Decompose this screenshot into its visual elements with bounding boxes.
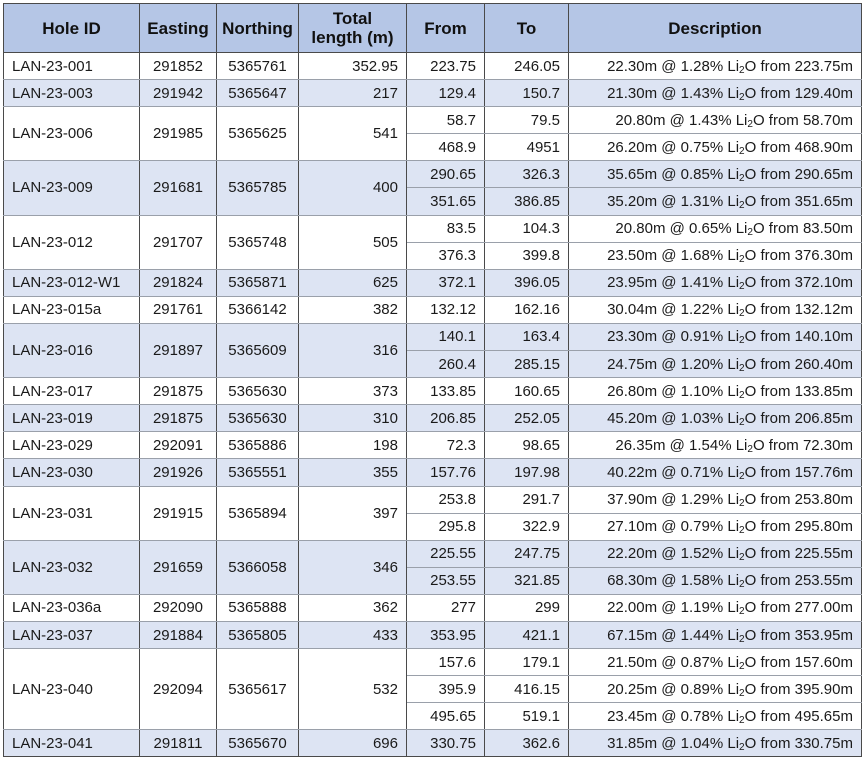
cell-from: 253.8 — [407, 486, 485, 513]
description-subscript: 2 — [739, 308, 745, 320]
description-text: O from 225.55m — [744, 545, 853, 563]
cell-description — [569, 107, 862, 134]
cell-description — [569, 269, 862, 296]
cell-hole-id: LAN-23-040 — [4, 649, 140, 730]
cell-from: 330.75 — [407, 730, 485, 757]
description-text: O from 353.95m — [744, 626, 853, 644]
cell-from: 277 — [407, 594, 485, 621]
cell-northing: 5365670 — [217, 730, 299, 757]
description-subscript: 2 — [747, 118, 753, 130]
description-subscript: 2 — [739, 64, 745, 76]
description-subscript: 2 — [739, 362, 745, 374]
cell-easting: 291926 — [140, 459, 217, 486]
cell-easting: 291811 — [140, 730, 217, 757]
cell-total-length: 541 — [299, 107, 407, 161]
cell-total-length: 316 — [299, 323, 407, 377]
cell-description — [569, 242, 862, 269]
description-text: O from 132.12m — [744, 301, 853, 319]
description-text: O from 495.65m — [744, 707, 853, 725]
description-subscript: 2 — [739, 660, 745, 672]
cell-easting: 292090 — [140, 594, 217, 621]
cell-northing: 5366142 — [217, 296, 299, 323]
cell-total-length: 696 — [299, 730, 407, 757]
table-row — [4, 296, 862, 323]
cell-hole-id: LAN-23-029 — [4, 432, 140, 459]
table-row — [4, 540, 862, 567]
cell-total-length: 382 — [299, 296, 407, 323]
cell-total-length: 433 — [299, 621, 407, 648]
cell-hole-id: LAN-23-001 — [4, 53, 140, 80]
cell-to: 396.05 — [485, 269, 569, 296]
cell-total-length: 532 — [299, 649, 407, 730]
cell-description — [569, 486, 862, 513]
description-text: O from 260.40m — [744, 355, 853, 373]
cell-description — [569, 215, 862, 242]
description-text: 68.30m @ 1.58% Li — [607, 572, 740, 590]
cell-description — [569, 432, 862, 459]
cell-from: 58.7 — [407, 107, 485, 134]
cell-total-length: 400 — [299, 161, 407, 215]
table-row — [4, 730, 862, 757]
cell-total-length: 198 — [299, 432, 407, 459]
description-text: 23.45m @ 0.78% Li — [607, 707, 740, 725]
table-row — [4, 161, 862, 188]
table-row — [4, 80, 862, 107]
cell-northing: 5365894 — [217, 486, 299, 540]
description-text: 30.04m @ 1.22% Li — [607, 301, 740, 319]
cell-to: 104.3 — [485, 215, 569, 242]
cell-description — [569, 676, 862, 703]
cell-description — [569, 459, 862, 486]
description-text: 26.80m @ 1.10% Li — [607, 382, 740, 400]
cell-description — [569, 323, 862, 350]
table-row — [4, 53, 862, 80]
cell-easting: 291761 — [140, 296, 217, 323]
cell-from: 395.9 — [407, 676, 485, 703]
description-text: O from 290.65m — [744, 165, 853, 183]
cell-easting: 291915 — [140, 486, 217, 540]
cell-northing: 5365748 — [217, 215, 299, 269]
cell-to: 98.65 — [485, 432, 569, 459]
cell-northing: 5365625 — [217, 107, 299, 161]
cell-northing: 5365630 — [217, 378, 299, 405]
cell-to: 519.1 — [485, 703, 569, 730]
cell-to: 321.85 — [485, 567, 569, 594]
description-subscript: 2 — [739, 714, 745, 726]
cell-description — [569, 567, 862, 594]
description-subscript: 2 — [739, 470, 745, 482]
description-subscript: 2 — [739, 633, 745, 645]
cell-from: 129.4 — [407, 80, 485, 107]
cell-total-length: 505 — [299, 215, 407, 269]
description-text: 20.80m @ 0.65% Li — [615, 220, 748, 238]
cell-from: 157.6 — [407, 649, 485, 676]
cell-from: 133.85 — [407, 378, 485, 405]
cell-hole-id: LAN-23-016 — [4, 323, 140, 377]
cell-easting: 291897 — [140, 323, 217, 377]
table-row — [4, 459, 862, 486]
cell-total-length: 362 — [299, 594, 407, 621]
description-subscript: 2 — [739, 525, 745, 537]
cell-from: 468.9 — [407, 134, 485, 161]
description-text: O from 295.80m — [744, 518, 853, 536]
description-subscript: 2 — [747, 227, 753, 239]
description-subscript: 2 — [739, 389, 745, 401]
table-row — [4, 621, 862, 648]
cell-hole-id: LAN-23-012 — [4, 215, 140, 269]
cell-to: 163.4 — [485, 323, 569, 350]
description-text: 21.30m @ 1.43% Li — [607, 84, 740, 102]
cell-from: 290.65 — [407, 161, 485, 188]
description-subscript: 2 — [739, 498, 745, 510]
description-text: 26.35m @ 1.54% Li — [615, 436, 748, 454]
table-row — [4, 378, 862, 405]
description-text: O from 129.40m — [744, 84, 853, 102]
description-text: 21.50m @ 0.87% Li — [607, 653, 740, 671]
description-text: 22.20m @ 1.52% Li — [607, 545, 740, 563]
cell-hole-id: LAN-23-031 — [4, 486, 140, 540]
table-row — [4, 269, 862, 296]
description-text: O from 277.00m — [744, 599, 853, 617]
cell-hole-id: LAN-23-036a — [4, 594, 140, 621]
description-text: O from 253.55m — [744, 572, 853, 590]
table-row — [4, 107, 862, 134]
description-subscript: 2 — [739, 91, 745, 103]
description-text: O from 133.85m — [744, 382, 853, 400]
description-subscript: 2 — [739, 606, 745, 618]
cell-description — [569, 730, 862, 757]
drill-results-table — [3, 3, 862, 757]
cell-description — [569, 703, 862, 730]
cell-from: 223.75 — [407, 53, 485, 80]
cell-description — [569, 378, 862, 405]
cell-easting: 291875 — [140, 405, 217, 432]
cell-from: 157.76 — [407, 459, 485, 486]
cell-from: 72.3 — [407, 432, 485, 459]
cell-description — [569, 296, 862, 323]
description-text: 23.50m @ 1.68% Li — [607, 247, 740, 265]
description-text: O from 72.30m — [752, 436, 853, 454]
description-subscript: 2 — [739, 200, 745, 212]
cell-northing: 5365551 — [217, 459, 299, 486]
cell-description — [569, 53, 862, 80]
description-text: 20.25m @ 0.89% Li — [607, 680, 740, 698]
cell-total-length: 346 — [299, 540, 407, 594]
table-row — [4, 323, 862, 350]
cell-from: 225.55 — [407, 540, 485, 567]
header-hole-id: Hole ID — [4, 4, 140, 53]
cell-northing: 5365630 — [217, 405, 299, 432]
description-text: O from 372.10m — [744, 274, 853, 292]
description-text: 35.20m @ 1.31% Li — [607, 193, 740, 211]
cell-from: 372.1 — [407, 269, 485, 296]
header-northing: Northing — [217, 4, 299, 53]
cell-to: 252.05 — [485, 405, 569, 432]
cell-northing: 5365886 — [217, 432, 299, 459]
cell-total-length: 397 — [299, 486, 407, 540]
cell-hole-id: LAN-23-030 — [4, 459, 140, 486]
description-text: 26.20m @ 0.75% Li — [607, 138, 740, 156]
cell-easting: 292094 — [140, 649, 217, 730]
cell-easting: 291707 — [140, 215, 217, 269]
cell-from: 83.5 — [407, 215, 485, 242]
cell-easting: 291681 — [140, 161, 217, 215]
header-total-length — [299, 4, 407, 53]
cell-description — [569, 513, 862, 540]
description-text: 22.30m @ 1.28% Li — [607, 57, 740, 75]
cell-to: 386.85 — [485, 188, 569, 215]
cell-to: 4951 — [485, 134, 569, 161]
cell-description — [569, 594, 862, 621]
cell-to: 416.15 — [485, 676, 569, 703]
description-subscript: 2 — [739, 741, 745, 753]
cell-to: 150.7 — [485, 80, 569, 107]
cell-northing: 5365647 — [217, 80, 299, 107]
cell-from: 206.85 — [407, 405, 485, 432]
description-text: 20.80m @ 1.43% Li — [615, 111, 748, 129]
cell-hole-id: LAN-23-009 — [4, 161, 140, 215]
cell-easting: 291985 — [140, 107, 217, 161]
cell-easting: 291852 — [140, 53, 217, 80]
description-subscript: 2 — [739, 172, 745, 184]
description-subscript: 2 — [739, 687, 745, 699]
description-text: 23.30m @ 0.91% Li — [607, 328, 740, 346]
cell-total-length: 355 — [299, 459, 407, 486]
cell-to: 197.98 — [485, 459, 569, 486]
cell-from: 140.1 — [407, 323, 485, 350]
cell-total-length: 310 — [299, 405, 407, 432]
cell-northing: 5365609 — [217, 323, 299, 377]
cell-to: 285.15 — [485, 351, 569, 378]
description-text: 40.22m @ 0.71% Li — [607, 463, 740, 481]
cell-hole-id: LAN-23-015a — [4, 296, 140, 323]
cell-description — [569, 540, 862, 567]
cell-hole-id: LAN-23-037 — [4, 621, 140, 648]
header-total-length-line1: Total — [332, 9, 373, 28]
cell-northing: 5366058 — [217, 540, 299, 594]
description-text: 22.00m @ 1.19% Li — [607, 599, 740, 617]
cell-description — [569, 405, 862, 432]
cell-description — [569, 621, 862, 648]
cell-northing: 5365871 — [217, 269, 299, 296]
description-text: 35.65m @ 0.85% Li — [607, 165, 740, 183]
table-row — [4, 486, 862, 513]
description-text: 31.85m @ 1.04% Li — [607, 734, 740, 752]
cell-from: 295.8 — [407, 513, 485, 540]
description-text: 37.90m @ 1.29% Li — [607, 491, 740, 509]
description-text: O from 330.75m — [744, 734, 853, 752]
cell-to: 326.3 — [485, 161, 569, 188]
cell-easting: 292091 — [140, 432, 217, 459]
results-table-container — [3, 3, 862, 757]
cell-northing: 5365617 — [217, 649, 299, 730]
cell-northing: 5365761 — [217, 53, 299, 80]
description-subscript: 2 — [739, 552, 745, 564]
cell-easting: 291942 — [140, 80, 217, 107]
cell-to: 399.8 — [485, 242, 569, 269]
description-text: O from 253.80m — [744, 491, 853, 509]
cell-hole-id: LAN-23-041 — [4, 730, 140, 757]
cell-easting: 291659 — [140, 540, 217, 594]
description-text: O from 206.85m — [744, 409, 853, 427]
cell-total-length: 352.95 — [299, 53, 407, 80]
cell-to: 179.1 — [485, 649, 569, 676]
cell-hole-id: LAN-23-003 — [4, 80, 140, 107]
cell-easting: 291884 — [140, 621, 217, 648]
table-body — [4, 53, 862, 757]
header-description: Description — [569, 4, 862, 53]
cell-description — [569, 188, 862, 215]
description-subscript: 2 — [739, 281, 745, 293]
description-subscript: 2 — [739, 579, 745, 591]
table-row — [4, 594, 862, 621]
description-text: O from 140.10m — [744, 328, 853, 346]
description-text: 67.15m @ 1.44% Li — [607, 626, 740, 644]
description-text: O from 395.90m — [744, 680, 853, 698]
description-text: O from 223.75m — [744, 57, 853, 75]
cell-hole-id: LAN-23-019 — [4, 405, 140, 432]
cell-hole-id: LAN-23-032 — [4, 540, 140, 594]
cell-easting: 291875 — [140, 378, 217, 405]
cell-from: 132.12 — [407, 296, 485, 323]
description-text: O from 157.60m — [744, 653, 853, 671]
header-easting: Easting — [140, 4, 217, 53]
cell-from: 260.4 — [407, 351, 485, 378]
cell-from: 353.95 — [407, 621, 485, 648]
cell-to: 79.5 — [485, 107, 569, 134]
description-text: O from 83.50m — [752, 220, 853, 238]
cell-description — [569, 351, 862, 378]
description-text: O from 376.30m — [744, 247, 853, 265]
description-text: O from 157.76m — [744, 463, 853, 481]
header-to: To — [485, 4, 569, 53]
cell-northing: 5365785 — [217, 161, 299, 215]
description-text: 23.95m @ 1.41% Li — [607, 274, 740, 292]
cell-to: 160.65 — [485, 378, 569, 405]
cell-to: 322.9 — [485, 513, 569, 540]
table-row — [4, 405, 862, 432]
cell-from: 351.65 — [407, 188, 485, 215]
cell-to: 247.75 — [485, 540, 569, 567]
cell-to: 162.16 — [485, 296, 569, 323]
description-text: 27.10m @ 0.79% Li — [607, 518, 740, 536]
cell-description — [569, 134, 862, 161]
cell-northing: 5365888 — [217, 594, 299, 621]
cell-to: 291.7 — [485, 486, 569, 513]
cell-description — [569, 649, 862, 676]
cell-from: 495.65 — [407, 703, 485, 730]
cell-hole-id: LAN-23-006 — [4, 107, 140, 161]
description-subscript: 2 — [739, 254, 745, 266]
cell-to: 299 — [485, 594, 569, 621]
description-text: O from 468.90m — [744, 138, 853, 156]
description-text: 24.75m @ 1.20% Li — [607, 355, 740, 373]
description-subscript: 2 — [739, 145, 745, 157]
cell-description — [569, 161, 862, 188]
cell-northing: 5365805 — [217, 621, 299, 648]
header-total-length-line2: length (m) — [311, 28, 394, 47]
cell-from: 253.55 — [407, 567, 485, 594]
cell-total-length: 625 — [299, 269, 407, 296]
description-subscript: 2 — [747, 443, 753, 455]
cell-description — [569, 80, 862, 107]
cell-total-length: 373 — [299, 378, 407, 405]
cell-to: 362.6 — [485, 730, 569, 757]
description-text: 45.20m @ 1.03% Li — [607, 409, 740, 427]
description-text: O from 351.65m — [744, 193, 853, 211]
description-text: O from 58.70m — [752, 111, 853, 129]
cell-to: 421.1 — [485, 621, 569, 648]
header-row — [4, 4, 862, 53]
header-from: From — [407, 4, 485, 53]
cell-hole-id: LAN-23-017 — [4, 378, 140, 405]
table-row — [4, 649, 862, 676]
description-subscript: 2 — [739, 416, 745, 428]
cell-easting: 291824 — [140, 269, 217, 296]
cell-hole-id: LAN-23-012-W1 — [4, 269, 140, 296]
cell-to: 246.05 — [485, 53, 569, 80]
cell-from: 376.3 — [407, 242, 485, 269]
cell-total-length: 217 — [299, 80, 407, 107]
table-row — [4, 215, 862, 242]
table-row — [4, 432, 862, 459]
description-subscript: 2 — [739, 335, 745, 347]
